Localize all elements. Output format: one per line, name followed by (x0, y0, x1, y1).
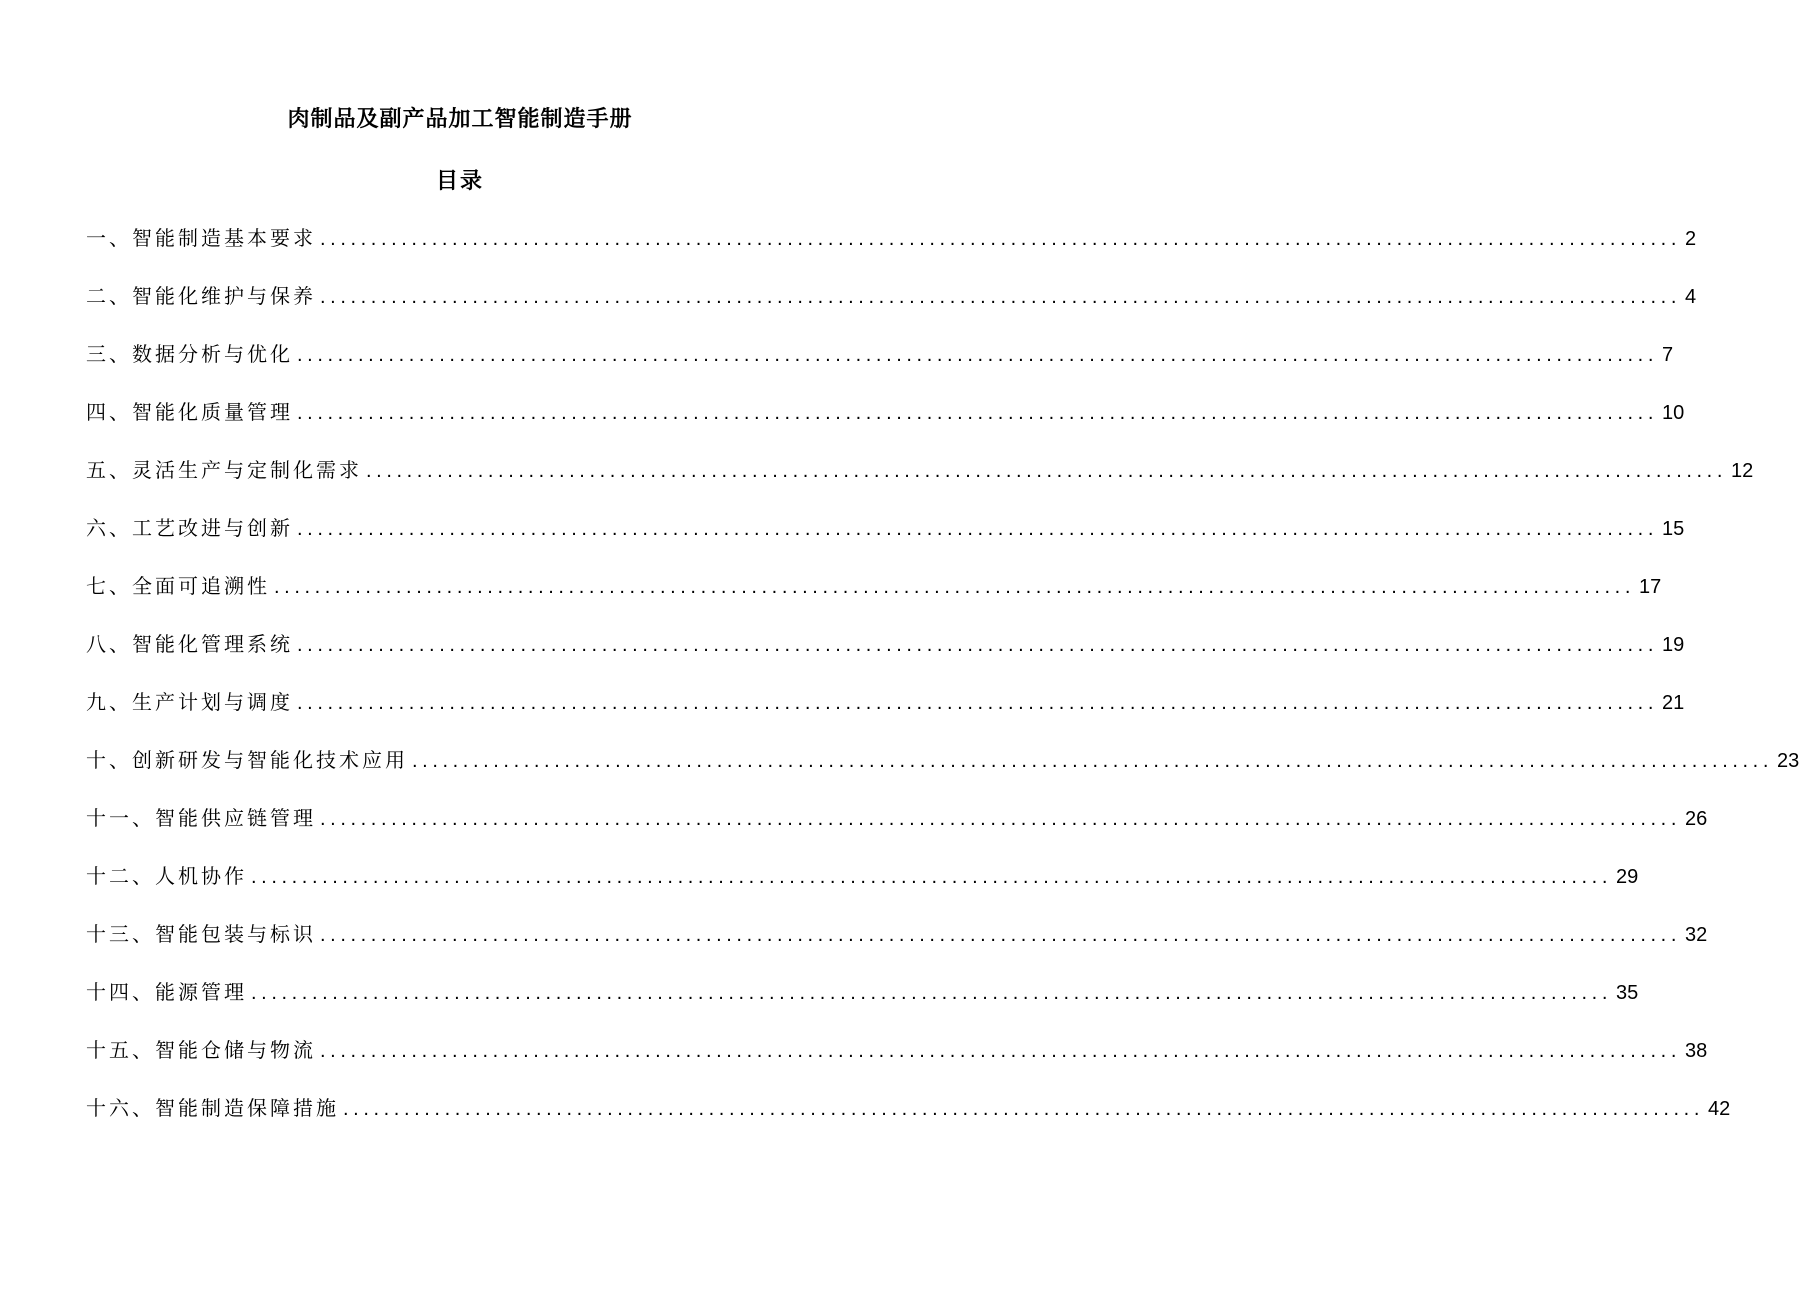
toc-dot-leader: ...................................................................................................................................... (320, 1040, 1681, 1062)
toc-entry-label: 十二、人机协作 (86, 864, 247, 888)
toc-entry-label: 八、智能化管理系统 (86, 632, 293, 656)
toc-entry-page: 26 (1685, 808, 1708, 830)
toc-entry[interactable] (86, 628, 1685, 686)
toc-dot-leader: ...................................................................................................................................... (297, 692, 1658, 714)
toc-entry-page: 7 (1662, 344, 1674, 366)
toc-dot-leader: ...................................................................................................................................... (320, 808, 1681, 830)
toc-entry-label: 六、工艺改进与创新 (86, 516, 293, 540)
table-of-contents (86, 222, 1799, 1150)
toc-entry[interactable] (86, 744, 1799, 802)
toc-entry-label: 一、智能制造基本要求 (86, 226, 316, 250)
toc-entry[interactable] (86, 396, 1685, 454)
toc-dot-leader: ...................................................................................................................................... (251, 982, 1612, 1004)
toc-entry-page: 17 (1639, 576, 1662, 598)
toc-entry-page: 21 (1662, 692, 1685, 714)
toc-dot-leader: ...................................................................................................................................... (320, 286, 1681, 308)
toc-dot-leader: ...................................................................................................................................... (297, 634, 1658, 656)
toc-entry-label: 十六、智能制造保障措施 (86, 1096, 339, 1120)
toc-dot-leader: ...................................................................................................................................... (366, 460, 1727, 482)
toc-entry-label: 十三、智能包装与标识 (86, 922, 316, 946)
toc-entry-label: 四、智能化质量管理 (86, 400, 293, 424)
toc-entry-page: 29 (1616, 866, 1639, 888)
toc-entry[interactable] (86, 976, 1639, 1034)
toc-entry-label: 十五、智能仓储与物流 (86, 1038, 316, 1062)
toc-entry-page: 35 (1616, 982, 1639, 1004)
toc-entry[interactable] (86, 512, 1685, 570)
toc-dot-leader: ...................................................................................................................................... (412, 750, 1773, 772)
toc-dot-leader: ...................................................................................................................................... (274, 576, 1635, 598)
toc-entry[interactable] (86, 570, 1662, 628)
toc-dot-leader: ...................................................................................................................................... (297, 518, 1658, 540)
toc-entry[interactable] (86, 686, 1685, 744)
toc-entry-page: 42 (1708, 1098, 1731, 1120)
toc-entry-page: 12 (1731, 460, 1754, 482)
toc-entry[interactable] (86, 338, 1674, 396)
toc-entry-label: 十、创新研发与智能化技术应用 (86, 748, 408, 772)
toc-entry-page: 2 (1685, 228, 1697, 250)
toc-dot-leader: ...................................................................................................................................... (320, 924, 1681, 946)
toc-heading: 目录 (435, 169, 484, 194)
document-title: 肉制品及副产品加工智能制造手册 (287, 107, 633, 132)
toc-entry-page: 23 (1777, 750, 1799, 772)
toc-dot-leader: ...................................................................................................................................... (320, 228, 1681, 250)
toc-entry[interactable] (86, 860, 1639, 918)
toc-entry-label: 七、全面可追溯性 (86, 574, 270, 598)
toc-dot-leader: ...................................................................................................................................... (297, 344, 1658, 366)
toc-entry-page: 19 (1662, 634, 1685, 656)
toc-entry-page: 32 (1685, 924, 1708, 946)
toc-dot-leader: ...................................................................................................................................... (343, 1098, 1704, 1120)
toc-dot-leader: ...................................................................................................................................... (297, 402, 1658, 424)
toc-entry[interactable] (86, 1092, 1731, 1150)
toc-dot-leader: ...................................................................................................................................... (251, 866, 1612, 888)
toc-entry-page: 10 (1662, 402, 1685, 424)
toc-entry-label: 三、数据分析与优化 (86, 342, 293, 366)
toc-entry-label: 五、灵活生产与定制化需求 (86, 458, 362, 482)
toc-entry[interactable] (86, 918, 1708, 976)
toc-entry[interactable] (86, 454, 1754, 512)
toc-entry-page: 38 (1685, 1040, 1708, 1062)
toc-entry-label: 九、生产计划与调度 (86, 690, 293, 714)
toc-entry[interactable] (86, 222, 1697, 280)
toc-entry-page: 15 (1662, 518, 1685, 540)
toc-entry-label: 十四、能源管理 (86, 980, 247, 1004)
toc-entry[interactable] (86, 802, 1708, 860)
toc-entry-page: 4 (1685, 286, 1697, 308)
toc-entry[interactable] (86, 1034, 1708, 1092)
toc-entry[interactable] (86, 280, 1697, 338)
toc-entry-label: 二、智能化维护与保养 (86, 284, 316, 308)
toc-entry-label: 十一、智能供应链管理 (86, 806, 316, 830)
